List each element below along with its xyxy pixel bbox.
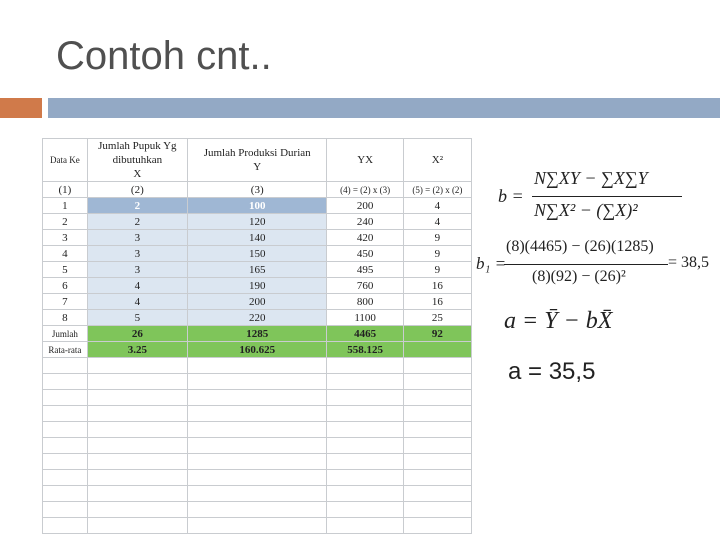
empty-row bbox=[43, 422, 472, 438]
table-row bbox=[43, 214, 472, 230]
table-cell: 2 bbox=[87, 214, 187, 230]
empty-row bbox=[43, 486, 472, 502]
formula-a: a = Ȳ − bX̄ bbox=[504, 308, 613, 334]
index-5: (5) = (2) x (2) bbox=[403, 182, 471, 198]
empty-cell bbox=[187, 518, 326, 534]
header-pupuk: Jumlah Pupuk Yg dibutuhkan X bbox=[87, 139, 187, 182]
table-row bbox=[43, 198, 472, 214]
empty-cell bbox=[43, 502, 88, 518]
table-cell: 760 bbox=[327, 278, 403, 294]
empty-cell bbox=[43, 406, 88, 422]
table-cell: 2 bbox=[87, 198, 187, 214]
empty-cell bbox=[187, 470, 326, 486]
table-cell: 16 bbox=[403, 278, 471, 294]
formula-b: b = N∑XY − ∑X∑Y N∑X² − (∑X)² bbox=[498, 168, 720, 230]
table-cell: 1 bbox=[43, 198, 88, 214]
table-cell: 3 bbox=[87, 262, 187, 278]
jumlah-label: Jumlah bbox=[43, 326, 88, 342]
empty-cell bbox=[403, 470, 471, 486]
empty-cell bbox=[327, 486, 403, 502]
empty-cell bbox=[87, 518, 187, 534]
empty-row bbox=[43, 518, 472, 534]
table-cell: 9 bbox=[403, 230, 471, 246]
empty-cell bbox=[43, 438, 88, 454]
accent-bar-blue bbox=[48, 98, 720, 118]
table-row bbox=[43, 310, 472, 326]
empty-cell bbox=[327, 438, 403, 454]
empty-cell bbox=[187, 454, 326, 470]
table-row bbox=[43, 230, 472, 246]
empty-cell bbox=[403, 374, 471, 390]
table-cell: 165 bbox=[187, 262, 326, 278]
empty-cell bbox=[43, 358, 88, 374]
table-cell: 1100 bbox=[327, 310, 403, 326]
empty-cell bbox=[187, 406, 326, 422]
empty-cell bbox=[403, 518, 471, 534]
empty-row bbox=[43, 358, 472, 374]
answer-text: a = 35,5 bbox=[508, 358, 596, 385]
empty-cell bbox=[43, 422, 88, 438]
empty-cell bbox=[327, 390, 403, 406]
table-cell: 450 bbox=[327, 246, 403, 262]
empty-cell bbox=[87, 358, 187, 374]
table-cell: 6 bbox=[43, 278, 88, 294]
rata-x2 bbox=[403, 342, 471, 358]
header-produksi: Jumlah Produksi Durian Y bbox=[187, 139, 326, 182]
table-row bbox=[43, 246, 472, 262]
empty-cell bbox=[87, 390, 187, 406]
table-cell: 9 bbox=[403, 262, 471, 278]
empty-row bbox=[43, 374, 472, 390]
table-cell: 4 bbox=[403, 198, 471, 214]
formula-b1: b₁ = (8)(4465) − (26)(1285) (8)(92) − (26)² = 38,5 bbox=[476, 238, 710, 285]
empty-cell bbox=[327, 422, 403, 438]
table-cell: 4 bbox=[87, 294, 187, 310]
table-cell: 120 bbox=[187, 214, 326, 230]
empty-cell bbox=[403, 438, 471, 454]
table-cell: 4 bbox=[43, 246, 88, 262]
empty-cell bbox=[327, 406, 403, 422]
table-cell: 8 bbox=[43, 310, 88, 326]
empty-row bbox=[43, 502, 472, 518]
empty-cell bbox=[87, 470, 187, 486]
empty-cell bbox=[403, 502, 471, 518]
empty-cell bbox=[43, 390, 88, 406]
table-cell: 25 bbox=[403, 310, 471, 326]
empty-cell bbox=[403, 358, 471, 374]
header-x2: X² bbox=[403, 139, 471, 182]
index-4: (4) = (2) x (3) bbox=[327, 182, 403, 198]
table-row bbox=[43, 278, 472, 294]
table-cell: 150 bbox=[187, 246, 326, 262]
empty-row bbox=[43, 470, 472, 486]
empty-cell bbox=[87, 374, 187, 390]
header-yx: YX bbox=[327, 139, 403, 182]
empty-cell bbox=[403, 422, 471, 438]
table-cell: 140 bbox=[187, 230, 326, 246]
table-cell: 800 bbox=[327, 294, 403, 310]
empty-cell bbox=[403, 390, 471, 406]
empty-cell bbox=[327, 374, 403, 390]
header-data-ke: Data Ke bbox=[43, 139, 88, 182]
empty-cell bbox=[87, 438, 187, 454]
empty-cell bbox=[87, 406, 187, 422]
spreadsheet-image bbox=[42, 138, 472, 540]
empty-cell bbox=[403, 486, 471, 502]
table-cell: 5 bbox=[43, 262, 88, 278]
empty-cell bbox=[327, 358, 403, 374]
empty-cell bbox=[187, 358, 326, 374]
table-cell: 9 bbox=[403, 246, 471, 262]
table-cell: 220 bbox=[187, 310, 326, 326]
table-cell: 200 bbox=[327, 198, 403, 214]
table-row bbox=[43, 294, 472, 310]
empty-cell bbox=[43, 470, 88, 486]
empty-row bbox=[43, 454, 472, 470]
empty-cell bbox=[87, 502, 187, 518]
table-cell: 2 bbox=[43, 214, 88, 230]
table-row bbox=[43, 262, 472, 278]
empty-cell bbox=[187, 374, 326, 390]
empty-cell bbox=[43, 374, 88, 390]
table-cell: 7 bbox=[43, 294, 88, 310]
index-3: (3) bbox=[187, 182, 326, 198]
rata-label: Rata-rata bbox=[43, 342, 88, 358]
empty-row bbox=[43, 390, 472, 406]
empty-cell bbox=[187, 438, 326, 454]
jumlah-x: 26 bbox=[87, 326, 187, 342]
empty-cell bbox=[43, 454, 88, 470]
table-cell: 4 bbox=[87, 278, 187, 294]
empty-cell bbox=[187, 502, 326, 518]
empty-cell bbox=[327, 454, 403, 470]
empty-cell bbox=[87, 486, 187, 502]
jumlah-yx: 4465 bbox=[327, 326, 403, 342]
table-cell: 5 bbox=[87, 310, 187, 326]
table-cell: 200 bbox=[187, 294, 326, 310]
empty-cell bbox=[187, 422, 326, 438]
empty-cell bbox=[327, 518, 403, 534]
table-cell: 16 bbox=[403, 294, 471, 310]
table-cell: 495 bbox=[327, 262, 403, 278]
empty-cell bbox=[403, 454, 471, 470]
rata-yx: 558.125 bbox=[327, 342, 403, 358]
empty-cell bbox=[43, 518, 88, 534]
jumlah-x2: 92 bbox=[403, 326, 471, 342]
rata-y: 160.625 bbox=[187, 342, 326, 358]
empty-cell bbox=[87, 454, 187, 470]
empty-cell bbox=[87, 422, 187, 438]
index-2: (2) bbox=[87, 182, 187, 198]
table-cell: 3 bbox=[87, 230, 187, 246]
table-cell: 420 bbox=[327, 230, 403, 246]
accent-bar-orange bbox=[0, 98, 42, 118]
empty-cell bbox=[403, 406, 471, 422]
empty-cell bbox=[187, 390, 326, 406]
table-cell: 3 bbox=[87, 246, 187, 262]
table-cell: 3 bbox=[43, 230, 88, 246]
data-table bbox=[42, 138, 472, 534]
empty-cell bbox=[327, 470, 403, 486]
empty-cell bbox=[43, 486, 88, 502]
empty-cell bbox=[327, 502, 403, 518]
rata-x: 3.25 bbox=[87, 342, 187, 358]
empty-cell bbox=[187, 486, 326, 502]
jumlah-y: 1285 bbox=[187, 326, 326, 342]
table-cell: 190 bbox=[187, 278, 326, 294]
index-1: (1) bbox=[43, 182, 88, 198]
empty-row bbox=[43, 438, 472, 454]
empty-row bbox=[43, 406, 472, 422]
slide-title: Contoh cnt.. bbox=[56, 34, 272, 78]
table-cell: 240 bbox=[327, 214, 403, 230]
table-cell: 4 bbox=[403, 214, 471, 230]
table-cell: 100 bbox=[187, 198, 326, 214]
